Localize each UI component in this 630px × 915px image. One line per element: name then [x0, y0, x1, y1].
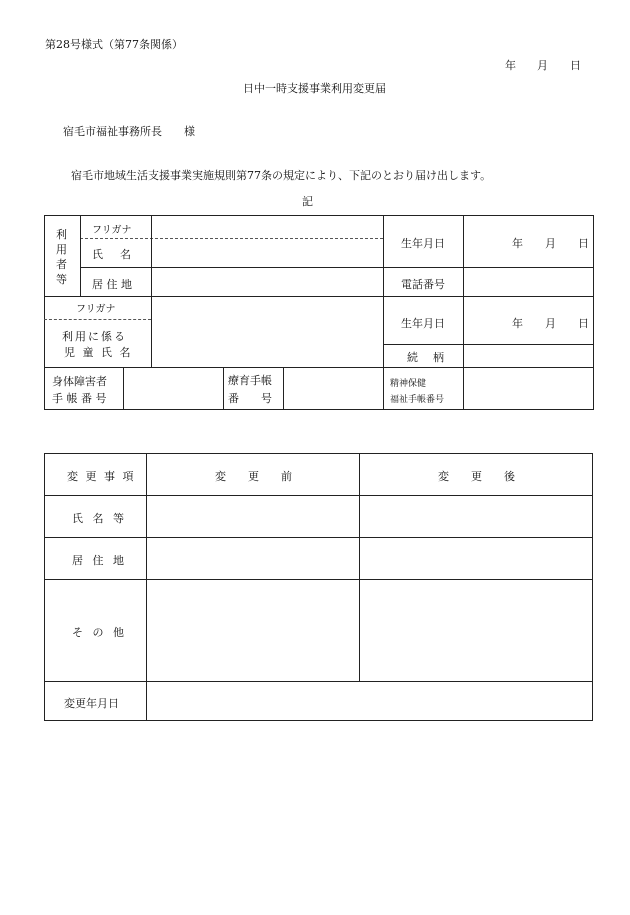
change-row-other: そ の 他 — [72, 626, 127, 639]
change-row-name: 氏 名 等 — [72, 512, 127, 525]
mental-label-line1: 精神保健 — [390, 379, 427, 389]
user-group-char-2: 用 — [56, 243, 67, 256]
statement: 宿毛市地域生活支援事業実施規則第77条の規定により、下記のとおり届け出します。 — [71, 169, 492, 182]
ryoiku-label-line2: 番 号 — [228, 392, 272, 405]
date-month-label: 月 — [537, 59, 548, 72]
date-day-label: 日 — [570, 59, 581, 72]
address-label: 居 住 地 — [92, 278, 132, 291]
child-birth-day-label: 日 — [578, 317, 589, 330]
change-row3-divider — [44, 681, 593, 682]
ryoiku-label-line1: 療育手帳 — [228, 374, 272, 387]
child-birth-month-label: 月 — [545, 317, 556, 330]
furigana-label: フリガナ — [92, 225, 132, 236]
form-number: 第28号様式（第77条関係） — [45, 38, 183, 51]
ryoiku-label-divider — [223, 367, 224, 410]
change-before-after-divider — [359, 453, 360, 681]
child-birth-date-label: 生年月日 — [401, 317, 445, 330]
birth-year-label: 年 — [512, 237, 523, 250]
user-group-char-4: 等 — [56, 273, 67, 286]
change-after-header: 変 更 後 — [438, 470, 515, 483]
phone-label: 電話番号 — [401, 278, 445, 291]
user-group-divider — [80, 215, 81, 297]
change-before-header: 変 更 前 — [215, 470, 292, 483]
disability-value-divider — [123, 367, 124, 410]
child-furigana-divider — [44, 319, 151, 320]
change-item-column-divider — [146, 453, 147, 721]
ryoiku-value-divider — [283, 367, 284, 410]
mental-label-line2: 福祉手帳番号 — [390, 395, 445, 405]
birth-date-label: 生年月日 — [401, 237, 445, 250]
right-label-divider-right — [463, 215, 464, 410]
right-label-divider-left — [383, 215, 384, 410]
change-row1-divider — [44, 537, 593, 538]
addressee: 宿毛市福祉事務所長 様 — [63, 125, 195, 138]
user-section-divider — [44, 296, 594, 297]
change-date-label: 変更年月日 — [64, 697, 119, 710]
label-column-divider — [151, 215, 152, 367]
change-row2-divider — [44, 579, 593, 580]
disability-label-line2: 手 帳 番 号 — [52, 392, 107, 405]
birth-day-label: 日 — [578, 237, 589, 250]
child-birth-divider — [383, 344, 594, 345]
child-label-line2: 児 童 氏 名 — [64, 346, 133, 359]
ki-label: 記 — [302, 195, 313, 208]
child-label-line1: 利用に係る — [62, 330, 127, 343]
handbook-row-divider — [44, 367, 594, 368]
form-title: 日中一時支援事業利用変更届 — [243, 82, 386, 95]
change-header-divider — [44, 495, 593, 496]
name-row-divider — [80, 267, 594, 268]
change-item-header: 変 更 事 項 — [67, 470, 136, 483]
relation-label: 続 柄 — [407, 351, 446, 364]
child-furigana-label: フリガナ — [76, 304, 116, 315]
child-birth-year-label: 年 — [512, 317, 523, 330]
name-label: 氏 名 — [92, 248, 134, 261]
user-group-char-1: 利 — [56, 228, 67, 241]
disability-label-line1: 身体障害者 — [52, 375, 107, 388]
furigana-divider — [80, 238, 383, 239]
date-year-label: 年 — [505, 59, 516, 72]
change-row-address: 居 住 地 — [72, 554, 127, 567]
birth-month-label: 月 — [545, 237, 556, 250]
user-group-char-3: 者 — [56, 258, 67, 271]
